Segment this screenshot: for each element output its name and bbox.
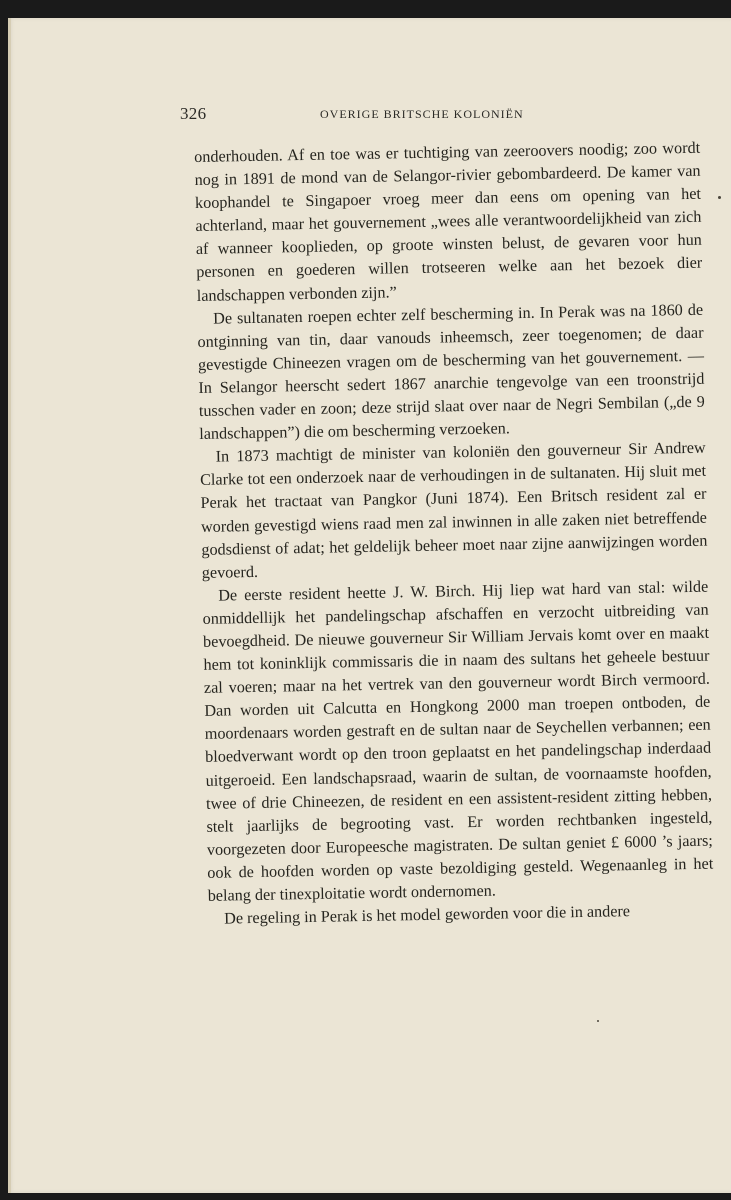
paper-speck [597, 1020, 599, 1022]
paragraph: De sultanaten roepen echter zelf bescherming in. In Perak was na 1860 de ontginning van tin, daar vanouds inheemsch, zeer toegenomen; de daar gevestigde Chineezen vragen om de bescherming van het gouvernement. — In Selangor heerscht sedert 1867 anarchie tengevolge van een troonstrijd tusschen vader en zoon; deze strijd slaat over naar de Negri Sembilan („de 9 landschappen”) die om bescherming verzoeken. [197, 300, 705, 444]
paragraph: onderhouden. Af en toe was er tuchtiging van zeeroovers noodig; zoo wordt nog in 1891 de mond van de Selangor-rivier gebombardeerd. De kamer van koophandel te Singapoer vroeg meer dan eens om opening van het achterland, maar het gouvernement „wees alle verantwoordelijkheid van zich af wanneer kooplieden, op groote winsten belust, de gevaren voor hun personen en goederen willen trotseeren welke aan het bezoek dier landschappen verbonden zijn.” [194, 138, 703, 305]
paragraph: De regeling in Perak is het model geworden voor die in andere [223, 902, 631, 928]
page-number: 326 [180, 104, 207, 123]
paper-speck [718, 196, 721, 199]
paragraph: In 1873 machtigt de minister van koloniën den gouverneur Sir Andrew Clarke tot een onderzoek naar de verhoudingen in de sultanaten. Hij sluit met Perak het tractaat van Pangkor (Juni 1874). Een Britsch resident zal er worden gevestigd wiens raad men zal inwinnen in alle zaken niet betreffende godsdienst of adat; het geldelijk beheer moet naar zijne aanwijzingen worden gevoerd. [199, 438, 708, 582]
page-header [180, 104, 700, 128]
paragraph: De eerste resident heette J. W. Birch. Hij liep wat hard van stal: wilde onmiddellijk het pandelingschap afschaffen en verzocht uitbreiding van bevoegdheid. De nieuwe gouverneur Sir William Jervais komt over en maakt hem tot koninklijk commissaris die in naam des sultans het geheele bestuur zal voeren; maar na het vertrek van den gouverneur wordt Birch vermoord. Dan worden uit Calcutta en Hongkong 2000 man troepen ontboden, de moordenaars worden gestraft en de sultan naar de Seychellen verbannen; een bloedverwant wordt op den troon geplaatst en het pandelingschap inderdaad uitgeroeid. Een landschapsraad, waarin de sultan, de voornaamste hoofden, twee of drie Chineezen, de resident en een assistent-resident zitting hebben, stelt jaarlijks de begrooting vast. Er worden rechtbanken ingesteld, voorgezeten door Europeesche magistraten. De sultan geniet £ 6000 ’s jaars; ook de hoofden worden op vaste bezoldiging gesteld. Wegenaanleg in het belang der tinexploitatie wordt ondernomen. [202, 577, 714, 905]
page-edge [8, 18, 11, 1193]
body-text [194, 137, 714, 931]
running-title: OVERIGE BRITSCHE KOLONIËN [320, 107, 524, 121]
